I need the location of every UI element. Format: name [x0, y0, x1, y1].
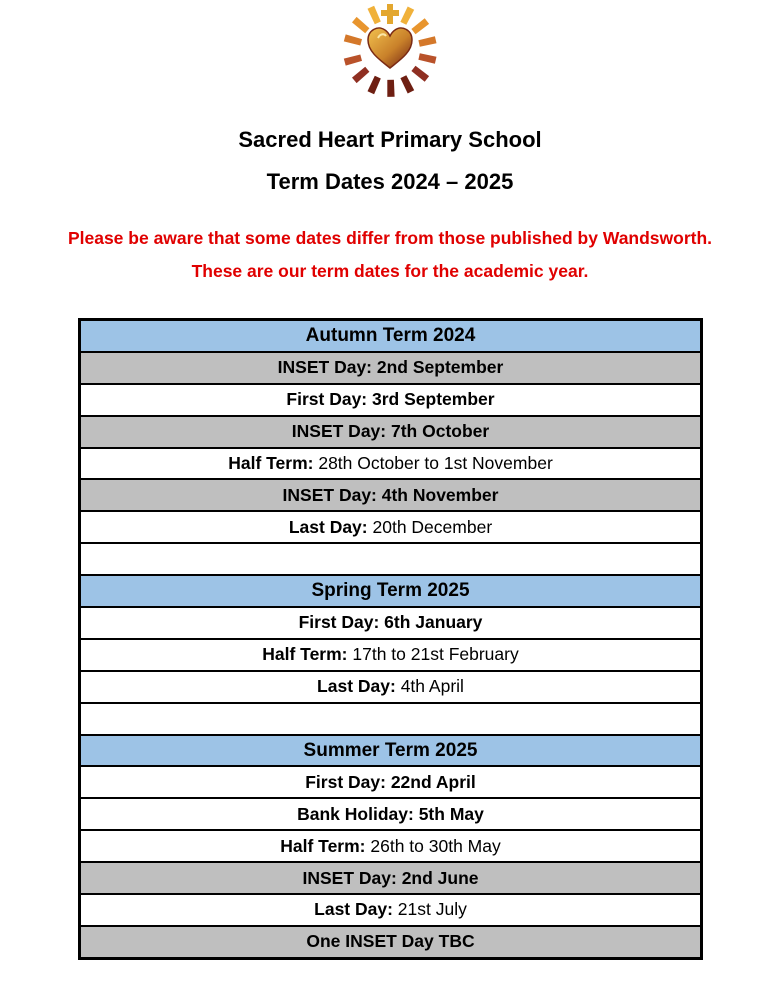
table-row — [80, 639, 702, 671]
notice-line-1: Please be aware that some dates differ from those published by Wandsworth. — [67, 228, 713, 248]
date-cell — [80, 926, 702, 958]
date-cell — [80, 511, 702, 543]
term-header: Spring Term 2025 — [80, 575, 702, 607]
date-value: 6th January — [384, 612, 483, 633]
date-value: 2nd June — [401, 867, 479, 888]
date-cell — [80, 671, 702, 703]
table-row — [80, 671, 702, 703]
table-row — [80, 766, 702, 798]
date-label: INSET Day: — [282, 484, 377, 505]
date-cell — [80, 894, 702, 926]
date-label: Last Day: — [317, 676, 396, 697]
date-label: Last Day: — [314, 899, 393, 920]
date-label: INSET Day: — [302, 867, 397, 888]
date-value: 21st July — [397, 899, 467, 920]
school-name: Sacred Heart Primary School — [238, 127, 542, 152]
table-row — [80, 798, 702, 830]
date-value: 3rd September — [372, 389, 495, 410]
spacer-row — [80, 703, 702, 735]
date-value: 7th October — [390, 421, 490, 442]
date-value: 28th October to 1st November — [318, 453, 553, 473]
spacer-row — [80, 543, 702, 575]
date-label: Half Term: — [262, 644, 348, 665]
date-label: INSET Day: — [277, 357, 372, 378]
spacer-cell — [80, 703, 702, 735]
term-header-row — [80, 320, 702, 352]
date-value: 20th December — [372, 516, 493, 537]
date-value: 17th to 21st February — [352, 644, 519, 665]
date-value: 2nd September — [376, 357, 504, 378]
table-row — [80, 926, 702, 958]
table-row — [80, 830, 702, 862]
page-title: Term Dates 2024 – 2025 — [266, 169, 514, 194]
date-value: 22nd April — [390, 771, 476, 792]
date-label: First Day: — [286, 389, 368, 410]
date-label: Half Term: — [280, 835, 366, 856]
table-row — [80, 384, 702, 416]
date-value: 26th to 30th May — [370, 835, 501, 856]
table-row — [80, 894, 702, 926]
date-cell — [80, 639, 702, 671]
date-cell — [80, 766, 702, 798]
date-cell — [80, 479, 702, 511]
table-row — [80, 607, 702, 639]
date-label: Half Term: — [228, 453, 314, 473]
date-cell — [80, 830, 702, 862]
date-label: First Day: — [305, 771, 386, 792]
date-cell — [80, 448, 702, 480]
term-header: Summer Term 2025 — [80, 735, 702, 767]
table-row — [80, 479, 702, 511]
date-label: Bank Holiday: — [297, 803, 414, 824]
term-header-row — [80, 575, 702, 607]
date-label: One INSET Day TBC — [306, 931, 475, 952]
date-value: 4th April — [400, 676, 464, 697]
table-row — [80, 448, 702, 480]
date-value: 5th May — [418, 803, 484, 824]
table-row — [80, 416, 702, 448]
notice-line-2: These are our term dates for the academic year. — [191, 261, 589, 281]
table-row — [80, 352, 702, 384]
date-label: Last Day: — [288, 516, 368, 537]
term-dates-table — [78, 318, 703, 960]
date-cell — [80, 416, 702, 448]
table-row — [80, 511, 702, 543]
term-header: Autumn Term 2024 — [80, 320, 702, 352]
date-cell — [80, 862, 702, 894]
spacer-cell — [80, 543, 702, 575]
table-row — [80, 862, 702, 894]
date-cell — [80, 798, 702, 830]
date-cell — [80, 607, 702, 639]
term-header-row — [80, 735, 702, 767]
sacred-heart-crest-icon — [338, 2, 442, 98]
date-cell — [80, 384, 702, 416]
date-label: First Day: — [298, 612, 380, 633]
date-label: INSET Day: — [291, 421, 387, 442]
date-value: 4th November — [381, 484, 499, 505]
date-cell — [80, 352, 702, 384]
